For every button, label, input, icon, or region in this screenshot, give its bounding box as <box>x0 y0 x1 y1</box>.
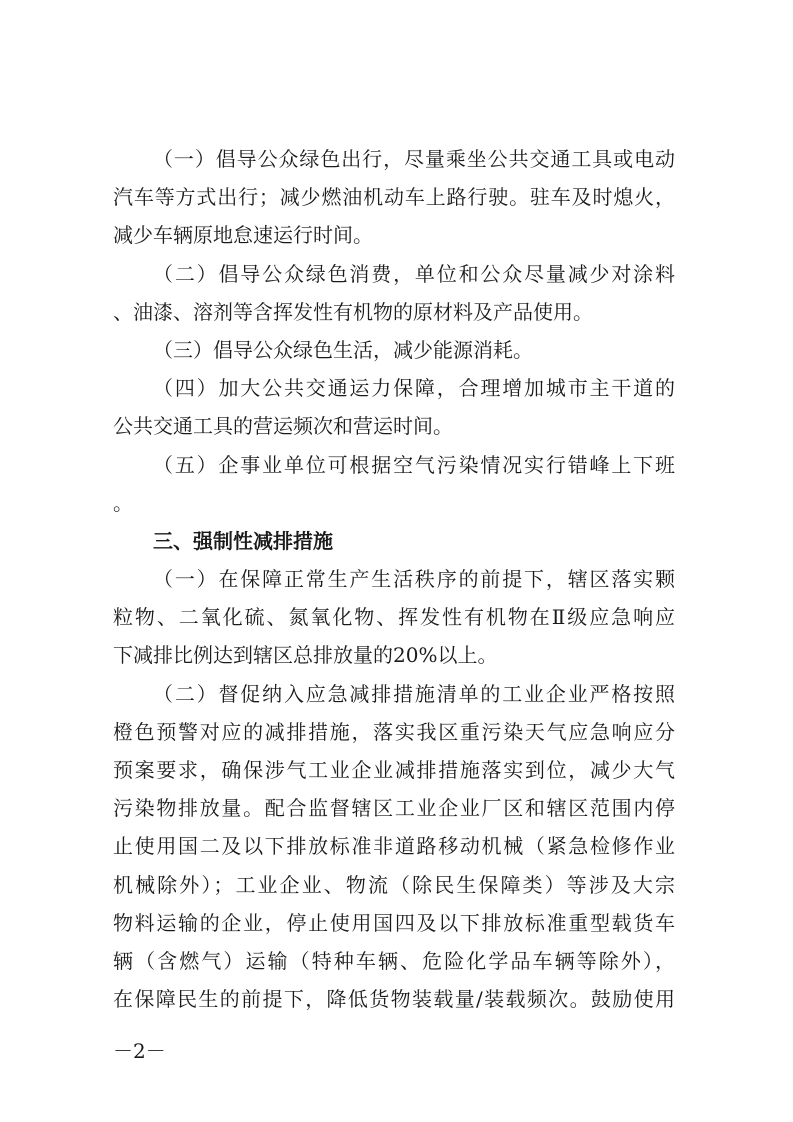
section-heading: 三、强制性减排措施 <box>153 528 333 553</box>
text-line: 辆（含燃气）运输（特种车辆、危险化学品车辆等除外）， <box>113 948 675 973</box>
text-line: （二）督促纳入应急减排措施清单的工业企业严格按照 <box>153 681 675 706</box>
text-line: 下减排比例达到辖区总排放量的20%以上。 <box>113 643 498 668</box>
text-line: （五）企事业单位可根据空气污染情况实行错峰上下班 <box>153 452 675 477</box>
text-line: （三）倡导公众绿色生活，减少能源消耗。 <box>153 337 533 362</box>
text-line: 机械除外）；工业企业、物流（除民生保障类）等涉及大宗 <box>113 872 675 897</box>
text-line: 橙色预警对应的减排措施，落实我区重污染天气应急响应分 <box>113 719 675 744</box>
text-line: 。 <box>113 490 133 515</box>
text-line: 、油漆、溶剂等含挥发性有机物的原材料及产品使用。 <box>113 299 593 324</box>
document-body <box>113 140 675 1018</box>
text-line: （四）加大公共交通运力保障，合理增加城市主干道的 <box>153 376 675 401</box>
text-line: 污染物排放量。配合监督辖区工业企业厂区和辖区范围内停 <box>113 796 675 821</box>
text-line: 公共交通工具的营运频次和营运时间。 <box>113 414 453 439</box>
text-line: 粒物、二氧化硫、氮氧化物、挥发性有机物在Ⅱ级应急响应 <box>113 605 675 630</box>
text-line: （二）倡导公众绿色消费，单位和公众尽量减少对涂料 <box>153 261 675 286</box>
text-line: 预案要求，确保涉气工业企业减排措施落实到位，减少大气 <box>113 758 675 782</box>
text-line: 减少车辆原地怠速运行时间。 <box>113 223 373 248</box>
text-line: 汽车等方式出行；减少燃油机动车上路行驶。驻车及时熄火， <box>113 185 675 210</box>
text-line: 止使用国二及以下排放标准非道路移动机械（紧急检修作业 <box>113 834 675 859</box>
text-line: 在保障民生的前提下，降低货物装载量/装载频次。鼓励使用 <box>113 987 675 1012</box>
page-number: －2－ <box>113 1039 166 1063</box>
text-line: （一）倡导公众绿色出行，尽量乘坐公共交通工具或电动 <box>153 147 675 171</box>
text-line: 物料运输的企业，停止使用国四及以下排放标准重型载货车 <box>113 910 675 935</box>
text-line: （一）在保障正常生产生活秩序的前提下，辖区落实颗 <box>153 567 675 592</box>
